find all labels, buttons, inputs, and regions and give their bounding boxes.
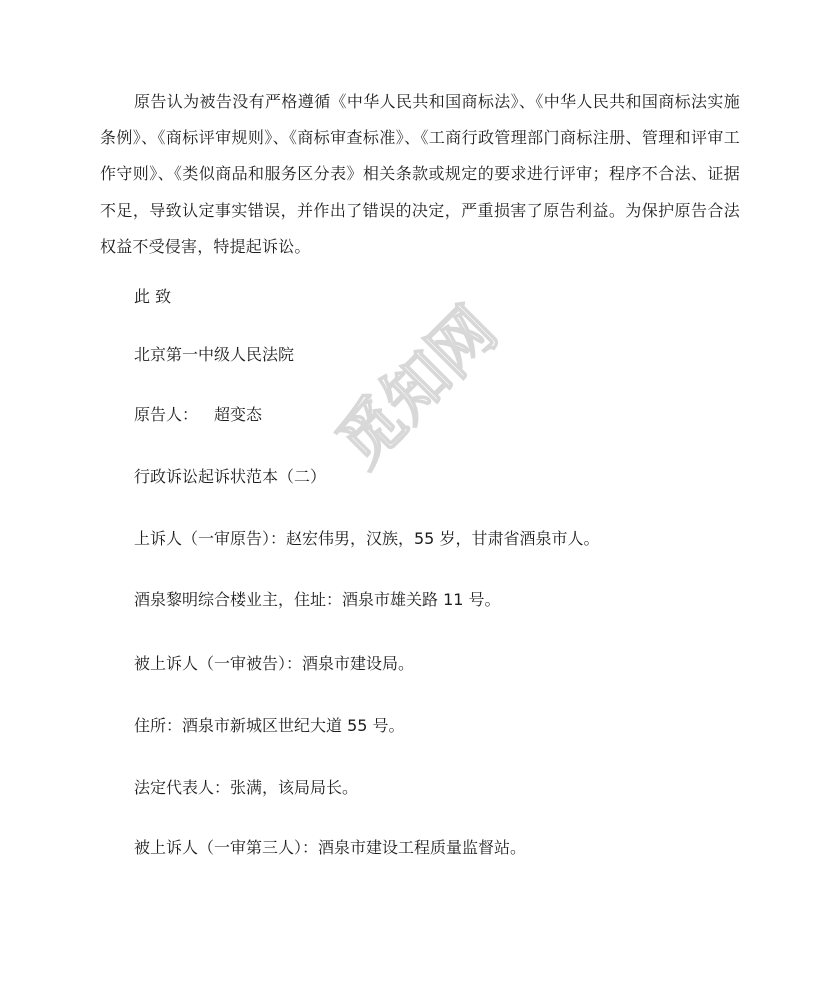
plaintiff-name: 超变态 (214, 405, 263, 424)
watermark (300, 270, 540, 510)
sample-title: 行政诉讼起诉状范本（二） (134, 467, 327, 486)
plaintiff-label: 原告人： (134, 405, 199, 424)
appellant-line: 上诉人（一审原告）：赵宏伟男，汉族，55 岁，甘肃省酒泉市人。 (134, 529, 600, 548)
court-name: 北京第一中级人民法院 (134, 345, 295, 364)
appellee-address-line: 住所：酒泉市新城区世纪大道 55 号。 (134, 716, 405, 735)
watermark-text: 觅知网 (323, 293, 512, 482)
main-paragraph: 原告认为被告没有严格遵循《中华人民共和国商标法》、《中华人民共和国商标法实施条例》、《商标评审规则》、《商标审查标准》、《工商行政管理部门商标注册、管理和评审工作守则》、《类似商品和服务区分表》相关条款或规定的要求进行评审；程序不合法、证据不足，导致认定事实错误，并作出了错误的决定，严重损害了原告利益。为保护原告合法权益不受侵害，特提起诉讼。 (100, 92, 740, 256)
appellee-line: 被上诉人（一审被告）：酒泉市建设局。 (134, 654, 415, 673)
closing-salutation: 此 致 (134, 287, 172, 306)
appellant-address-line: 酒泉黎明综合楼业主，住址：酒泉市雄关路 11 号。 (134, 590, 501, 609)
legal-representative-line: 法定代表人：张满，该局局长。 (134, 778, 359, 797)
appellee-third-party-line: 被上诉人（一审第三人）：酒泉市建设工程质量监督站。 (134, 838, 527, 857)
plaintiff-line (134, 403, 262, 427)
